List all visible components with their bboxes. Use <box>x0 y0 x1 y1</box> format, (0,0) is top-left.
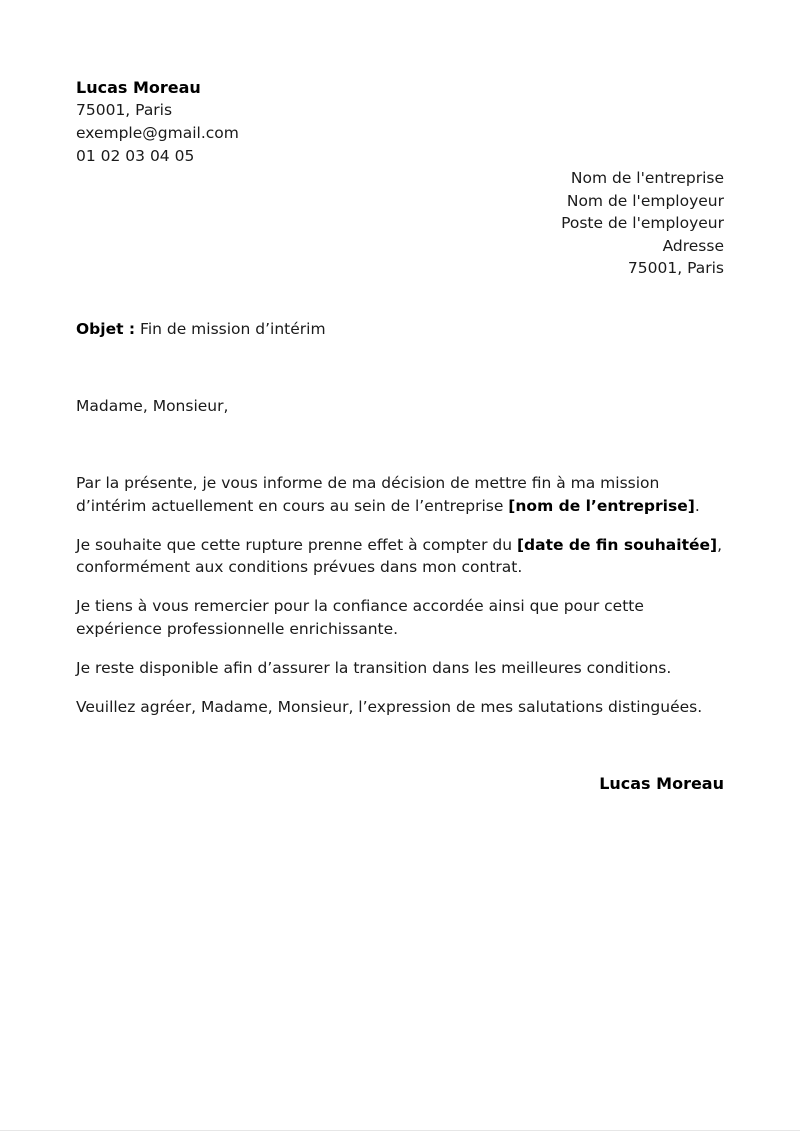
recipient-employer-position: Poste de l'employeur <box>561 214 724 233</box>
recipient-employer-name: Nom de l'employeur <box>566 191 724 210</box>
recipient-block <box>561 167 724 280</box>
body-paragraph-2-end: , conformément aux conditions prévues dans mon contrat. <box>76 535 723 577</box>
body-paragraph-1 <box>76 472 724 517</box>
body-paragraph-2-text: Je souhaite que cette rupture prenne effet à compter du <box>76 535 517 554</box>
body-paragraph-4: Je reste disponible afin d’assurer la transition dans les meilleures conditions. <box>76 659 672 678</box>
page-bottom-divider <box>0 1130 800 1131</box>
sender-phone: 01 02 03 04 05 <box>76 147 195 165</box>
recipient-address: Adresse <box>662 236 724 255</box>
subject-label: Objet : <box>76 320 136 338</box>
salutation: Madame, Monsieur, <box>76 397 229 415</box>
letter-body <box>76 472 724 735</box>
recipient-city: 75001, Paris <box>627 259 724 278</box>
body-paragraph-1-end: . <box>694 496 700 515</box>
sender-name: Lucas Moreau <box>76 78 201 97</box>
company-placeholder: [nom de l’entreprise] <box>508 496 695 515</box>
sender-block <box>76 76 239 168</box>
recipient-company: Nom de l'entreprise <box>570 169 724 187</box>
end-date-placeholder: [date de fin souhaitée] <box>516 535 718 554</box>
body-paragraph-3: Je tiens à vous remercier pour la confiance accordée ainsi que pour cette expérience professionnelle enrichissante. <box>76 597 644 638</box>
subject-text: Fin de mission d’intérim <box>135 320 326 338</box>
body-paragraph-2 <box>76 534 724 579</box>
subject-line <box>76 318 326 341</box>
sender-city: 75001, Paris <box>76 101 173 119</box>
body-paragraph-1-text: Par la présente, je vous informe de ma décision de mettre fin à ma mission d’intérim actuellement en cours au sein de l’entreprise <box>76 474 660 515</box>
sender-email: exemple@gmail.com <box>76 124 239 142</box>
signature: Lucas Moreau <box>599 774 724 793</box>
body-paragraph-5: Veuillez agréer, Madame, Monsieur, l’expression de mes salutations distinguées. <box>76 698 703 717</box>
